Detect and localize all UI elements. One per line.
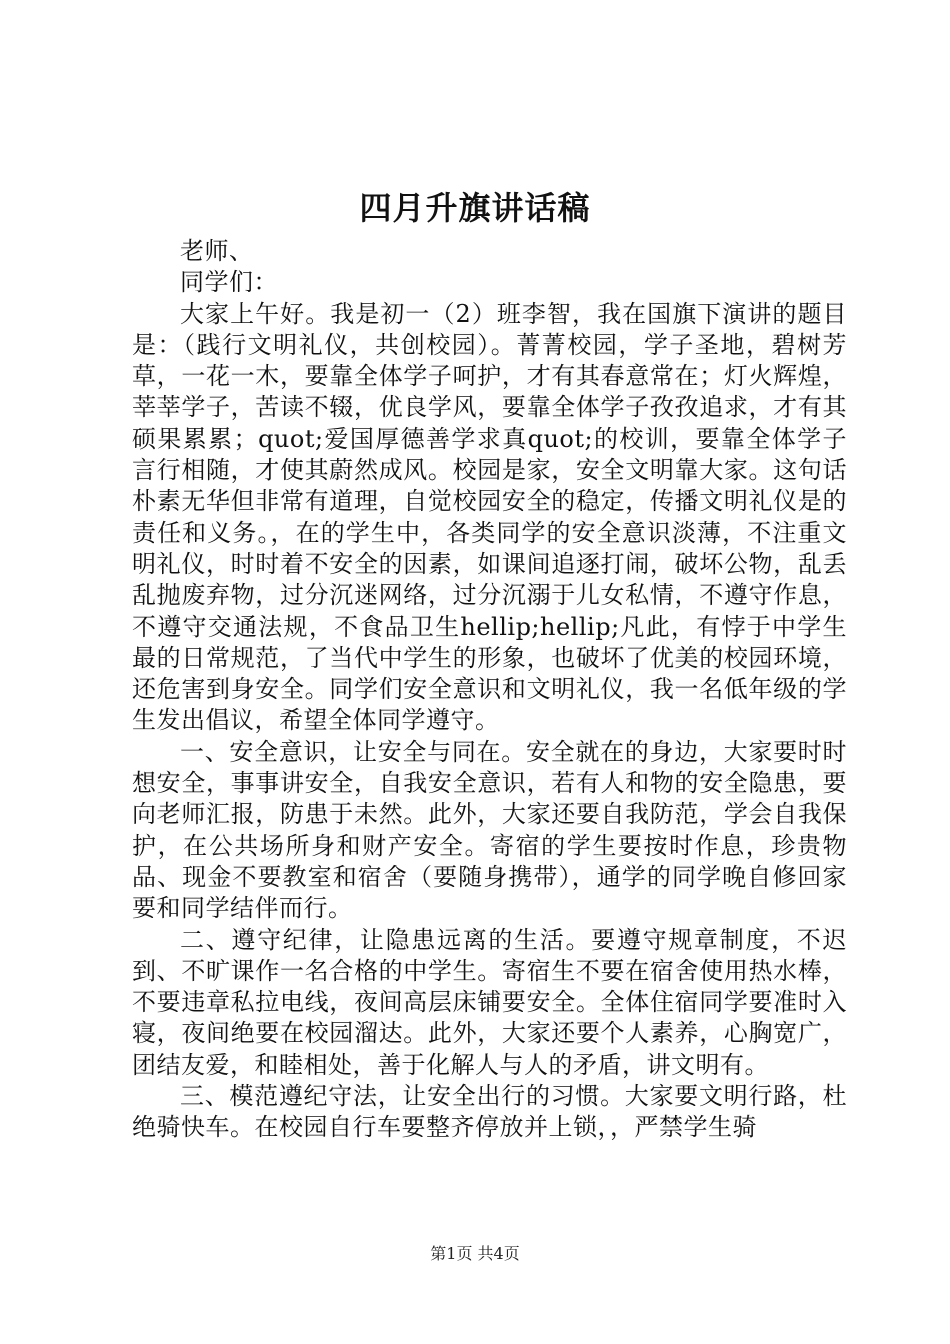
document-body: [132, 236, 847, 1144]
paragraph: 三、模范遵纪守法，让安全出行的习惯。大家要文明行路，杜绝骑快车。在校园自行车要整齐停放并上锁，，严禁学生骑: [132, 1082, 847, 1142]
paragraph: 二、遵守纪律，让隐患远离的生活。要遵守规章制度，不迟到、不旷课作一名合格的中学生。寄宿生不要在宿舍使用热水棒，不要违章私拉电线，夜间高层床铺要安全。全体住宿同学要准时入寝，夜间绝要在校园溜达。此外，大家还要个人素养，心胸宽广，团结友爱，和睦相处，善于化解人与人的矛盾，讲文明有。: [132, 925, 847, 1079]
paragraph: 大家上午好。我是初一（2）班李智，我在国旗下演讲的题目是：（践行文明礼仪，共创校园）。菁菁校园，学子圣地，碧树芳草，一花一木，要靠全体学子呵护，才有其春意常在；灯火辉煌，莘莘学子，苦读不辍，优良学风，要靠全体学子孜孜追求，才有其硕果累累；quot;爱国厚德善学求真quot;的校训，要靠全体学子言行相随，才使其蔚然成风。校园是家，安全文明靠大家。这句话朴素无华但非常有道理，自觉校园安全的稳定，传播文明礼仪是的责任和义务。，在的学生中，各类同学的安全意识淡薄，不注重文明礼仪，时时着不安全的因素，如课间追逐打闹，破坏公物，乱丢乱抛废弃物，过分沉迷网络，过分沉溺于儿女私情，不遵守作息，不遵守交通法规，不食品卫生hellip;hellip;凡此，有悖于中学生最的日常规范，了当代中学生的形象，也破坏了优美的校园环境，还危害到身安全。同学们安全意识和文明礼仪，我一名低年级的学生发出倡议，希望全体同学遵守。: [132, 299, 847, 735]
page-footer: 第1页 共4页: [430, 1244, 520, 1263]
salutation-line: 同学们：: [180, 268, 278, 297]
salutation-line: 老师、: [180, 237, 254, 265]
paragraph: 一、安全意识，让安全与同在。安全就在的身边，大家要时时想安全，事事讲安全，自我安全意识，若有人和物的安全隐患，要向老师汇报，防患于未然。此外，大家还要自我防范，学会自我保护，在公共场所身和财产安全。寄宿的学生要按时作息，珍贵物品、现金不要教室和宿舍（要随身携带），通学的同学晚自修回家要和同学结伴而行。: [132, 737, 847, 923]
document-title: 四月升旗讲话稿: [359, 189, 591, 227]
